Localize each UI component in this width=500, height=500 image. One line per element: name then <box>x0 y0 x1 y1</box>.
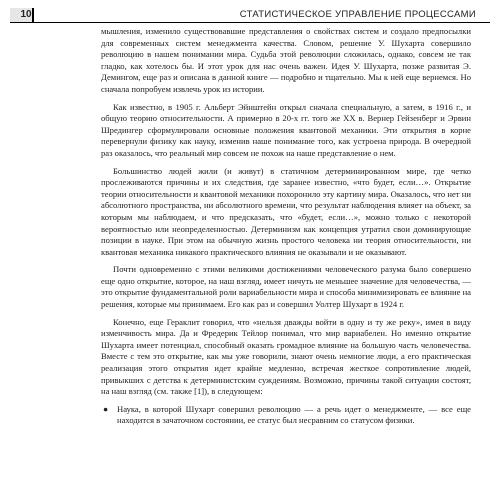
page-number: 10 <box>20 9 32 20</box>
paragraph: Почти одновременно с этими великими достижениями человеческого разума было совершено еще одно открытие, которое, на наш взгляд, имеет ничуть не меньшее значение для человечества, — это открытие фундаментальной роли вариабельности мира и способа минимизировать ее влияние на решения, которые мы принимаем. Его как раз и совершил Уолтер Шухарт в 1924 г. <box>101 264 471 310</box>
paragraph: Как известно, в 1905 г. Альберт Эйнштейн открыл сначала специальную, а затем, в 1916 г., и общую теорию относительности. А примерно в 20-х гг. того же XX в. Вернер Гейзенберг и Эрвин Шредингер сформулировали основные положения квантовой механики. Эти открытия в корне перевернули физику как науку, изменив наше понимание того, как устроена природа. В очередной раз оказалось, что реальный мир совсем не похож на наше представление о нем. <box>101 101 471 158</box>
running-title: СТАТИСТИЧЕСКОЕ УПРАВЛЕНИЕ ПРОЦЕССАМИ <box>239 9 476 20</box>
bullet-text: Наука, в которой Шухарт совершил революцию — а речь идет о менеджменте, — все еще находится в зачаточном состоянии, ее статус был несравним со статусом физики. <box>117 403 471 426</box>
paragraph: мышления, изменило существовавшие представления о свойствах систем и создало предпосылки для современных систем менеджмента качества. Словом, решение У. Шухарта совершило революцию в нашем понимании мира. Судьба этой революции сложилась, однако, совсем не так гладко, как хотелось бы. И этот урок для нас очень важен. Идея У. Шухарта, позже развитая Э. Демингом, еще раз и описана в данной книге — подробно и тщательно. Мы к ней еще вернемся. Но сначала попробуем извлечь урок из истории. <box>101 26 471 94</box>
bullet-item <box>101 404 471 427</box>
page-header <box>10 8 490 23</box>
bullet-icon: ● <box>103 403 109 414</box>
body-text <box>101 26 471 427</box>
paragraph: Конечно, еще Гераклит говорил, что «нельзя дважды войти в одну и ту же реку», имея в виду изменчивость мира. Да и Фредерик Тейлор понимал, что мир вариабелен. Но именно открытие Шухарта имеет потенциал, способный оказать громадное влияние на большую часть человечества. Вместе с тем это открытие, как мы уже говорили, знают очень немногие люди, а его практическая реализация этого открытия идет крайне медленно, встречая жесткое сопротивление людей, привыкших с детства к детерминистским суждениям. Возможно, причины такой ситуации состоят, на наш взгляд (см. также [1]), в следующем: <box>101 316 471 397</box>
paragraph: Большинство людей жили (и живут) в статичном детерминированном мире, где четко прослеживаются причины и их следствия, где заранее известно, «что будет, если…». Открытие теории относительности и квантовой механики похоронило эту картину мира. Оказалось, что нет ни абсолютного пространства, ни абсолютного времени, что результат наблюдения влияет на объект, за которым мы наблюдаем, и что предсказать, что «будет, если…», можно только с некоторой вероятностью или неопределенностью. Детерминизм как концепция утратил свои доминирующие позиции в науке. При этом на обычную жизнь простого человека ни теория относительности, ни квантовая механика никакого практического влияния не оказывали и не оказывают. <box>101 165 471 257</box>
